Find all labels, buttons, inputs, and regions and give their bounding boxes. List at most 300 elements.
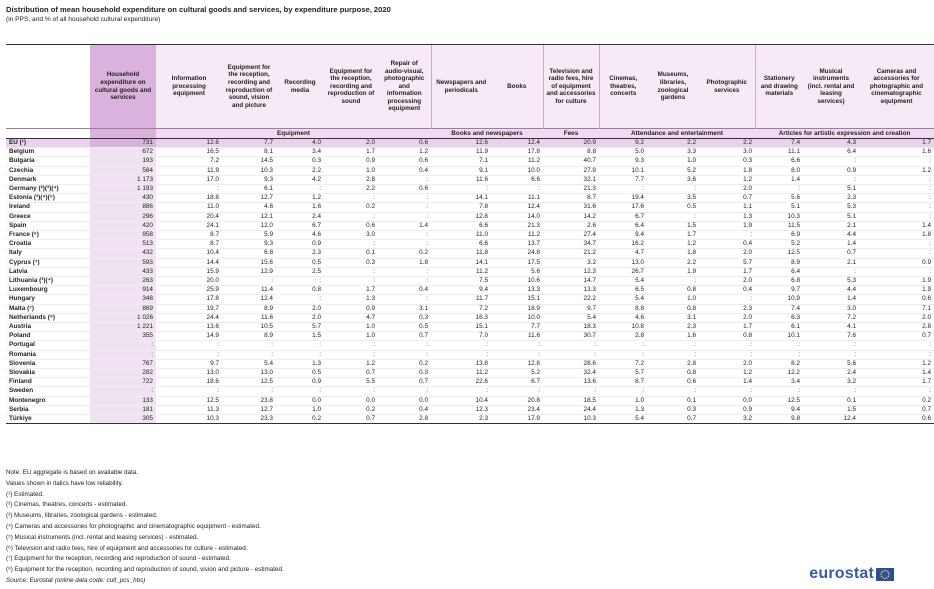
table-title: Distribution of mean household expenditure on cultural goods and services, by expenditure purpose, 2020: [6, 5, 391, 14]
value-cell: 0.2: [324, 405, 378, 414]
value-cell: 886: [90, 203, 156, 212]
value-cell: 8.1: [222, 148, 276, 157]
value-cell: 1 193: [90, 185, 156, 194]
value-cell: 14.5: [222, 157, 276, 166]
value-cell: :: [276, 350, 324, 359]
value-cell: :: [324, 240, 378, 249]
value-cell: 12.3: [543, 267, 599, 276]
value-cell: 1.0: [647, 157, 699, 166]
value-cell: 3.2: [543, 258, 599, 267]
value-cell: 4.3: [803, 139, 859, 148]
value-cell: 8.7: [599, 378, 647, 387]
value-cell: 5.5: [324, 378, 378, 387]
value-cell: 0.9: [324, 157, 378, 166]
value-cell: 19.4: [599, 194, 647, 203]
value-cell: 2.4: [803, 369, 859, 378]
value-cell: 5.2: [755, 240, 803, 249]
value-cell: 4.7: [599, 249, 647, 258]
value-cell: :: [324, 350, 378, 359]
value-cell: 0.9: [803, 166, 859, 175]
value-cell: :: [803, 175, 859, 184]
country-cell: Belgium: [6, 148, 90, 157]
col-header: Stationery and drawing materials: [755, 45, 803, 129]
value-cell: 1.4: [755, 175, 803, 184]
value-cell: 1.5: [803, 405, 859, 414]
table-row: [6, 185, 934, 194]
value-cell: 13.0: [599, 258, 647, 267]
value-cell: 3.0: [699, 148, 755, 157]
value-cell: 0.4: [699, 240, 755, 249]
value-cell: 5.7: [699, 258, 755, 267]
col-header: Recording media: [276, 45, 324, 129]
value-cell: 0.5: [378, 323, 431, 332]
value-cell: 15.1: [491, 295, 543, 304]
eurostat-logo: [809, 565, 894, 583]
value-cell: 15.6: [222, 258, 276, 267]
value-cell: 2.8: [647, 359, 699, 368]
value-cell: 1 221: [90, 323, 156, 332]
value-cell: 6.9: [755, 231, 803, 240]
value-cell: 25.9: [156, 286, 222, 295]
value-cell: 0.7: [378, 332, 431, 341]
value-cell: 0.2: [276, 415, 324, 424]
country-cell: Finland: [6, 378, 90, 387]
value-cell: 1.2: [378, 148, 431, 157]
value-cell: 2.0: [276, 304, 324, 313]
country-cell: Bulgaria: [6, 157, 90, 166]
col-header: Equipment for the reception, recording and reproduction of sound, vision and picture: [222, 45, 276, 129]
country-cell: Czechia: [6, 166, 90, 175]
value-cell: 18.9: [491, 304, 543, 313]
value-cell: 5.2: [491, 369, 543, 378]
value-cell: 11.5: [755, 221, 803, 230]
col-header: Cinemas, theatres, concerts: [599, 45, 647, 129]
country-cell: Latvia: [6, 267, 90, 276]
value-cell: 8.2: [755, 359, 803, 368]
value-cell: :: [324, 341, 378, 350]
value-cell: :: [491, 341, 543, 350]
value-cell: :: [324, 277, 378, 286]
value-cell: 13.3: [543, 286, 599, 295]
value-cell: 3.3: [647, 148, 699, 157]
country-cell: Greece: [6, 212, 90, 221]
value-cell: 0.6: [378, 157, 431, 166]
value-cell: 9.1: [431, 166, 491, 175]
table-row: [6, 194, 934, 203]
value-cell: :: [647, 212, 699, 221]
value-cell: 5.1: [755, 203, 803, 212]
table-row: [6, 405, 934, 414]
value-cell: :: [859, 240, 934, 249]
value-cell: 23.3: [222, 415, 276, 424]
value-cell: 6.5: [599, 286, 647, 295]
value-cell: 12.4: [491, 139, 543, 148]
col-header: Books: [491, 45, 543, 129]
value-cell: 2.3: [431, 415, 491, 424]
value-cell: 6.7: [491, 378, 543, 387]
value-cell: :: [803, 157, 859, 166]
table-row: [6, 175, 934, 184]
value-cell: 2.0: [276, 313, 324, 322]
value-cell: 12.5: [755, 396, 803, 405]
value-cell: :: [647, 350, 699, 359]
value-cell: 9.2: [599, 139, 647, 148]
value-cell: 32.1: [543, 175, 599, 184]
col-header: Information processing equipment: [156, 45, 222, 129]
value-cell: 14.0: [491, 212, 543, 221]
value-cell: :: [599, 387, 647, 396]
note-line: (¹) Estimated.: [6, 490, 44, 498]
country-cell: Portugal: [6, 341, 90, 350]
value-cell: 1.2: [859, 166, 934, 175]
value-cell: 17.8: [156, 295, 222, 304]
value-cell: 1.9: [699, 221, 755, 230]
value-cell: 11.8: [431, 249, 491, 258]
table-row: [6, 148, 934, 157]
value-cell: :: [276, 295, 324, 304]
value-cell: :: [599, 350, 647, 359]
value-cell: 9.4: [431, 286, 491, 295]
country-cell: Ireland: [6, 203, 90, 212]
value-cell: 7.7: [222, 139, 276, 148]
country-cell: Montenegro: [6, 396, 90, 405]
table-row: [6, 249, 934, 258]
value-cell: 0.6: [378, 139, 431, 148]
value-cell: 10.4: [156, 249, 222, 258]
value-cell: 7.0: [431, 332, 491, 341]
value-cell: :: [378, 341, 431, 350]
col-header: Household expenditure on cultural goods and services: [90, 45, 156, 129]
col-header: Cameras and accessories for photographic and cinematographic equipment: [859, 45, 934, 129]
value-cell: 1.6: [647, 332, 699, 341]
value-cell: :: [543, 350, 599, 359]
country-cell: Germany (²)(³)(⁴): [6, 185, 90, 194]
value-cell: :: [859, 341, 934, 350]
table-row: [6, 415, 934, 424]
value-cell: 13.6: [543, 378, 599, 387]
country-cell: Austria: [6, 323, 90, 332]
value-cell: 0.5: [647, 203, 699, 212]
value-cell: :: [491, 185, 543, 194]
value-cell: 14.1: [431, 258, 491, 267]
country-cell: Slovenia: [6, 359, 90, 368]
value-cell: :: [699, 341, 755, 350]
value-cell: :: [599, 341, 647, 350]
value-cell: 20.0: [156, 277, 222, 286]
value-cell: 34.7: [543, 240, 599, 249]
value-cell: 1.3: [324, 295, 378, 304]
table-row: [6, 277, 934, 286]
note-line: (⁸) Equipment for the reception, recording and reproduction of sound, vision and picture - estimated.: [6, 566, 284, 574]
value-cell: 1.8: [647, 249, 699, 258]
value-cell: :: [378, 267, 431, 276]
value-cell: 12.0: [222, 221, 276, 230]
note-line: (²) Cinemas, theatres, concerts - estimated.: [6, 501, 128, 509]
value-cell: 1.0: [324, 323, 378, 332]
value-cell: 7.2: [599, 359, 647, 368]
value-cell: 0.6: [859, 415, 934, 424]
value-cell: 10.3: [755, 212, 803, 221]
value-cell: 2.3: [647, 323, 699, 332]
value-cell: 10.1: [599, 166, 647, 175]
value-cell: 12.4: [491, 203, 543, 212]
value-cell: 0.7: [378, 378, 431, 387]
country-cell: Slovakia: [6, 369, 90, 378]
value-cell: 2.2: [276, 166, 324, 175]
value-cell: 1.7: [647, 231, 699, 240]
value-cell: 6.7: [276, 221, 324, 230]
value-cell: 5.9: [222, 231, 276, 240]
table-row: [6, 313, 934, 322]
value-cell: 13.0: [222, 369, 276, 378]
value-cell: :: [859, 267, 934, 276]
value-cell: 3.4: [276, 148, 324, 157]
value-cell: :: [699, 387, 755, 396]
note-line: (⁶) Television and radio fees, hire of equipment and accessories for culture - estimated.: [6, 544, 248, 552]
value-cell: 2.0: [699, 313, 755, 322]
value-cell: 0.3: [699, 157, 755, 166]
value-cell: 20.4: [156, 212, 222, 221]
value-cell: 11.6: [222, 313, 276, 322]
value-cell: :: [276, 185, 324, 194]
group-equipment: Equipment: [156, 129, 431, 139]
value-cell: 2.1: [803, 221, 859, 230]
value-cell: 2.0: [859, 313, 934, 322]
value-cell: :: [222, 350, 276, 359]
value-cell: 27.4: [543, 231, 599, 240]
value-cell: 0.0: [276, 396, 324, 405]
value-cell: 869: [90, 304, 156, 313]
value-cell: 3.2: [699, 415, 755, 424]
value-cell: 15.1: [431, 323, 491, 332]
value-cell: 0.3: [324, 258, 378, 267]
value-cell: 2.0: [699, 249, 755, 258]
value-cell: 31.6: [543, 203, 599, 212]
note-line: Values shown in italics have low reliability.: [6, 479, 124, 487]
value-cell: 9.7: [755, 286, 803, 295]
table-row: [6, 396, 934, 405]
table-row: [6, 240, 934, 249]
value-cell: 1.2: [324, 359, 378, 368]
value-cell: :: [699, 350, 755, 359]
value-cell: 8.7: [543, 194, 599, 203]
value-cell: 23.4: [491, 405, 543, 414]
value-cell: 1 026: [90, 313, 156, 322]
value-cell: 19.7: [156, 304, 222, 313]
value-cell: 1.7: [699, 323, 755, 332]
value-cell: :: [378, 387, 431, 396]
value-cell: 2.4: [276, 212, 324, 221]
value-cell: 7.7: [491, 323, 543, 332]
value-cell: :: [859, 175, 934, 184]
value-cell: 0.2: [324, 203, 378, 212]
value-cell: 5.0: [599, 148, 647, 157]
value-cell: :: [378, 203, 431, 212]
value-cell: 20.8: [491, 396, 543, 405]
value-cell: 11.6: [491, 332, 543, 341]
value-cell: 18.3: [543, 323, 599, 332]
value-cell: 0.8: [647, 286, 699, 295]
value-cell: 1.8: [859, 231, 934, 240]
value-cell: 11.0: [156, 203, 222, 212]
value-cell: 10.3: [156, 415, 222, 424]
country-cell: Türkiye: [6, 415, 90, 424]
value-cell: 8.7: [156, 240, 222, 249]
value-cell: 7.1: [431, 157, 491, 166]
value-cell: :: [647, 277, 699, 286]
value-cell: 7.4: [755, 304, 803, 313]
value-cell: 22.2: [543, 295, 599, 304]
value-cell: 0.7: [859, 405, 934, 414]
value-cell: 305: [90, 415, 156, 424]
value-cell: 23.8: [222, 396, 276, 405]
value-cell: 10.3: [222, 166, 276, 175]
value-cell: :: [543, 341, 599, 350]
value-cell: 1.7: [699, 267, 755, 276]
country-cell: Romania: [6, 350, 90, 359]
value-cell: :: [276, 277, 324, 286]
value-cell: :: [803, 267, 859, 276]
value-cell: 0.1: [803, 396, 859, 405]
value-cell: 18.8: [156, 194, 222, 203]
value-cell: 17.5: [491, 258, 543, 267]
value-cell: 14.1: [431, 194, 491, 203]
value-cell: 9.3: [222, 175, 276, 184]
country-cell: Sweden: [6, 387, 90, 396]
value-cell: 6.3: [755, 313, 803, 322]
value-cell: 9.8: [755, 415, 803, 424]
value-cell: :: [859, 157, 934, 166]
value-cell: 5.3: [803, 277, 859, 286]
value-cell: :: [156, 185, 222, 194]
value-cell: :: [699, 231, 755, 240]
value-cell: 2.2: [324, 185, 378, 194]
value-cell: 2.2: [647, 139, 699, 148]
value-cell: 11.7: [431, 295, 491, 304]
value-cell: :: [90, 387, 156, 396]
value-cell: 0.8: [276, 286, 324, 295]
value-cell: 593: [90, 258, 156, 267]
value-cell: 14.2: [543, 212, 599, 221]
value-cell: 26.7: [599, 267, 647, 276]
value-cell: 0.6: [378, 185, 431, 194]
table-row: [6, 267, 934, 276]
table-row: [6, 212, 934, 221]
value-cell: 17.8: [491, 148, 543, 157]
value-cell: 2.6: [543, 221, 599, 230]
value-cell: 11.6: [431, 175, 491, 184]
value-cell: 3.0: [803, 304, 859, 313]
table-row: [6, 387, 934, 396]
value-cell: 5.6: [491, 267, 543, 276]
value-cell: 12.6: [156, 139, 222, 148]
value-cell: :: [859, 185, 934, 194]
value-cell: :: [90, 350, 156, 359]
value-cell: 0.9: [324, 304, 378, 313]
value-cell: 9.7: [156, 359, 222, 368]
value-cell: 0.2: [378, 249, 431, 258]
country-cell: Hungary: [6, 295, 90, 304]
value-cell: 7.8: [431, 203, 491, 212]
value-cell: 584: [90, 166, 156, 175]
value-cell: 1.6: [276, 203, 324, 212]
value-cell: 6.4: [755, 267, 803, 276]
value-cell: 2.8: [599, 332, 647, 341]
value-cell: 0.8: [647, 369, 699, 378]
value-cell: 1.7: [859, 139, 934, 148]
value-cell: 1.0: [324, 332, 378, 341]
value-cell: 16.5: [156, 148, 222, 157]
value-cell: 355: [90, 332, 156, 341]
value-cell: 14.4: [156, 258, 222, 267]
value-cell: 1.3: [599, 405, 647, 414]
value-cell: 6.1: [222, 185, 276, 194]
value-cell: 4.1: [803, 323, 859, 332]
group-attendance: Attendance and entertainment: [599, 129, 755, 139]
value-cell: 0.8: [699, 332, 755, 341]
value-cell: 24.8: [491, 249, 543, 258]
value-cell: 16.3: [431, 313, 491, 322]
value-cell: 17.6: [599, 203, 647, 212]
value-cell: 11.2: [431, 267, 491, 276]
value-cell: 1.2: [699, 369, 755, 378]
value-cell: 1.2: [859, 359, 934, 368]
value-cell: 0.0: [699, 396, 755, 405]
value-cell: 0.6: [324, 221, 378, 230]
value-cell: :: [859, 350, 934, 359]
value-cell: 12.8: [431, 212, 491, 221]
value-cell: 420: [90, 221, 156, 230]
value-cell: 11.2: [431, 369, 491, 378]
value-cell: 0.7: [803, 249, 859, 258]
value-cell: 6.6: [431, 240, 491, 249]
value-cell: 1 173: [90, 175, 156, 184]
value-cell: :: [647, 341, 699, 350]
value-cell: 1.6: [859, 148, 934, 157]
value-cell: 7.1: [859, 304, 934, 313]
value-cell: 6.6: [431, 221, 491, 230]
value-cell: :: [324, 267, 378, 276]
value-cell: 0.4: [378, 286, 431, 295]
value-cell: 5.7: [599, 369, 647, 378]
group-blank: [6, 129, 90, 139]
value-cell: 7.2: [803, 313, 859, 322]
value-cell: 12.4: [803, 415, 859, 424]
value-cell: :: [324, 194, 378, 203]
value-cell: 1.2: [276, 194, 324, 203]
value-cell: 15.9: [156, 267, 222, 276]
value-cell: 1.1: [699, 203, 755, 212]
country-cell: Spain: [6, 221, 90, 230]
group-blank: [90, 129, 156, 139]
value-cell: 2.3: [803, 194, 859, 203]
country-cell: Estonia (³)(⁴)(⁵): [6, 194, 90, 203]
value-cell: 1.3: [699, 212, 755, 221]
value-cell: :: [859, 387, 934, 396]
value-cell: :: [491, 350, 543, 359]
value-cell: 4.6: [599, 313, 647, 322]
value-cell: 7.5: [431, 277, 491, 286]
value-cell: 1.2: [699, 175, 755, 184]
table-row: [6, 231, 934, 240]
value-cell: 2.8: [859, 323, 934, 332]
value-cell: 6.6: [491, 175, 543, 184]
value-cell: :: [156, 387, 222, 396]
value-cell: 10.8: [599, 323, 647, 332]
value-cell: 3.5: [647, 194, 699, 203]
value-cell: 6.7: [599, 212, 647, 221]
country-cell: Malta (⁷): [6, 304, 90, 313]
